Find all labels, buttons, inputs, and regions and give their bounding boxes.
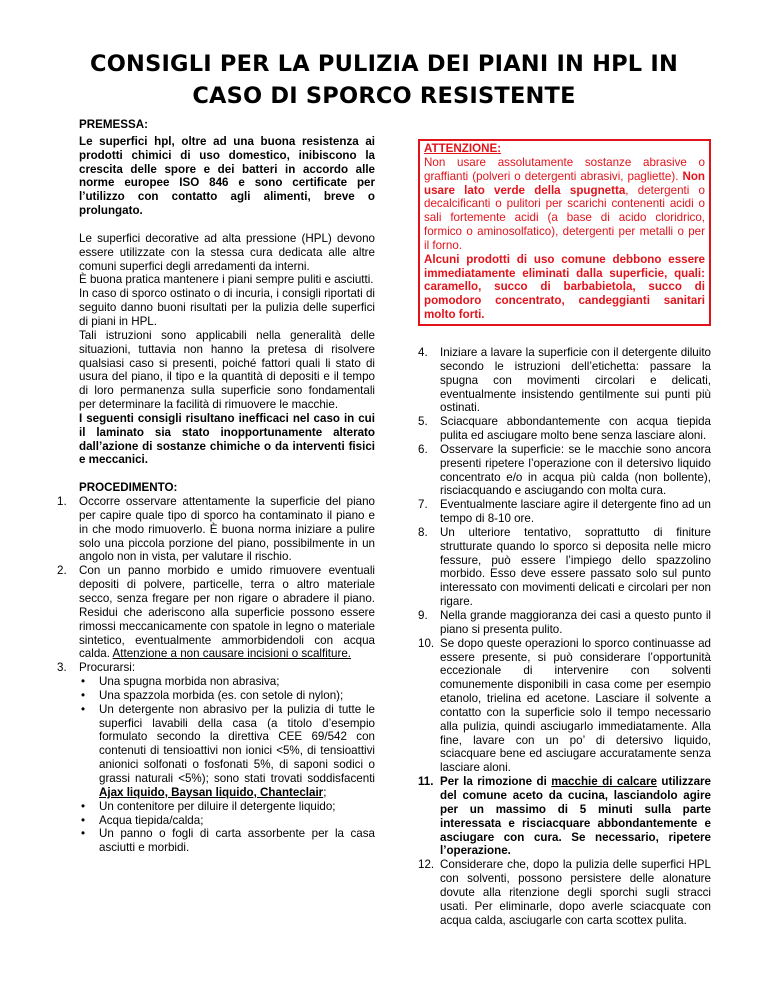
step-text: Eventualmente lasciare agire il detergente fino ad un tempo di 8-10 ore.: [440, 498, 711, 526]
page-title: [40, 48, 728, 112]
bullet: •: [81, 702, 86, 716]
step-caution: Attenzione a non causare incisioni o scalfiture.: [112, 647, 351, 661]
title-line-2: CASO DI SPORCO RESISTENTE: [192, 83, 576, 109]
steps-list-right: [418, 346, 711, 927]
step-text: Procurarsi:: [79, 661, 136, 675]
supply-text: Acqua tiepida/calda;: [99, 813, 204, 827]
step-number: 10.: [418, 636, 435, 650]
list-item: [79, 814, 375, 828]
step-emphasis: macchie di calcare: [551, 775, 657, 789]
bullet: •: [81, 827, 86, 841]
title-line-1: CONSIGLI PER LA PULIZIA DEI PIANI IN HPL IN: [90, 51, 678, 77]
step-text: Se dopo queste operazioni lo sporco continuasse ad essere presente, si può considerare l’opportunità eccezionale di intervenire con solventi comunemente disponibili in casa come per esempio etanolo, trielina ed acetone. Lasciare il solvente a contatto con la superficie solo il tempo necessario alla pulizia, quindi asciugarlo immediatamente. Alla fine, lavare con un po’ di detersivo liquido, sciacquare bene ed asciugare accuratamente senza lasciare aloni.: [440, 636, 711, 775]
step-number: 12.: [418, 858, 435, 872]
list-item: [418, 775, 711, 858]
list-item: [418, 415, 711, 443]
list-item: [57, 661, 375, 855]
right-column: [418, 139, 711, 927]
supply-text: Un contenitore per diluire il detergente liquido;: [99, 799, 336, 813]
supply-text: Un detergente non abrasivo per la pulizia di tutte le superfici lavabili della casa (a titolo d’esempio formulato secondo la direttiva CEE 69/542 con contenuti di tensioattivi non ionici <5%, di tensioattivi anionici solfonati o fosfonati 5%, di saponi sodici o grassi naturali <5%); sono stati trovati soddisfacenti: [99, 702, 375, 785]
step-text: Considerare che, dopo la pulizia delle superfici HPL con solventi, possono persistere delle alonature dovute alla ritenzione degli sporchi sugli stracci usati. Per eliminarle, dopo averle sciacquate con acqua calda, asciugarle con carta scottex pulita.: [440, 858, 711, 927]
list-item: [418, 636, 711, 775]
attenzione-text: Non usare assolutamente sostanze abrasive o graffianti (polveri o detergenti abrasivi, pagliette).: [424, 155, 705, 183]
list-item: [57, 495, 375, 564]
attenzione-text: , detergenti o decalcificanti o pulitori per scarichi contenenti acidi o sali fortemente acidi (a base di acido cloridrico, formico o aminosolfatico), detergenti per metalli o per il forno.: [424, 183, 706, 252]
step-text: Sciacquare abbondantemente con acqua tiepida pulita ed asciugare molto bene senza lasciare aloni.: [440, 415, 711, 443]
step-text: Iniziare a lavare la superficie con il detergente diluito secondo le istruzioni dell’etichetta: passare la spugna con movimenti circolari e delicati, eventualmente insistendo gentilmente sui punti più ostinati.: [440, 345, 711, 415]
premessa-paragraph: È buona pratica mantenere i piani sempre puliti e asciutti.: [79, 273, 374, 287]
list-item: [79, 675, 375, 689]
supplies-list: [79, 675, 375, 855]
step-number: 5.: [418, 415, 428, 429]
bullet: •: [81, 675, 86, 689]
bullet: •: [81, 688, 86, 702]
list-item: [79, 689, 375, 703]
attenzione-box: [418, 139, 711, 326]
attenzione-emphasis: Non usare lato verde della spugnetta: [424, 169, 705, 197]
step-number: 3.: [57, 661, 67, 675]
premessa-paragraph: Tali istruzioni sono applicabili nella generalità delle situazioni, tuttavia non hanno la pretesa di risolvere qualsiasi caso si presenti, poiché fattori quali li stato di usura del piano, il tipo e la quantità di depositi e il tempo di loro permanenza sulla superficie sono fondamentali per determinare la facilità di rimuovere le macchie.: [79, 328, 375, 412]
list-item: [418, 442, 711, 498]
premessa-warning: I seguenti consigli risultano inefficaci nel caso in cui il laminato sia stato inopportunamente alterato dall’azione di sostanze chimiche o da interventi fisici e meccanici.: [79, 411, 375, 467]
supply-text: Un panno o fogli di carta assorbente per la casa asciutti e morbidi.: [99, 827, 375, 855]
step-text: Occorre osservare attentamente la superficie del piano per capire quale tipo di sporco ha contaminato il piano e in che modo rimuoverlo. È buona norma iniziare a pulire solo una piccola porzione del piano, possibilmente in un angolo non in vista, per valutare il rischio.: [79, 495, 375, 564]
step-number: 1.: [57, 495, 67, 509]
premessa-heading: PREMESSA:: [79, 118, 148, 131]
brand-names: Ajax liquido, Baysan liquido, Chanteclair: [99, 785, 324, 799]
list-item: [418, 858, 711, 927]
premessa-paragraph: In caso di sporco ostinato o di incuria, i consigli riportati di seguito danno buoni risultati per la pulizia delle superfici di piani in HPL.: [79, 287, 375, 328]
list-item: [418, 498, 711, 526]
step-text: Per la rimozione di: [440, 775, 552, 789]
list-item: [418, 345, 711, 415]
attenzione-heading: ATTENZIONE:: [424, 142, 502, 155]
step-text: Un ulteriore tentativo, soprattutto di finiture strutturate quando lo sporco si deposita nelle micro fessure, può essere l’impiego dello spazzolino morbido. Esso deve essere passato solo sul punto interessato con movimenti delicati e circolari per non rigare.: [440, 525, 711, 609]
attenzione-critical: Alcuni prodotti di uso comune debbono essere immediatamente eliminati dalla superficie, quali: caramello, succo di barbabietola, succo di pomodoro concentrato, candeggianti sanitari molto forti.: [424, 252, 705, 322]
bullet: •: [81, 799, 86, 813]
supply-text-end: ;: [323, 785, 327, 799]
list-item: [418, 525, 711, 609]
supply-text: Una spugna morbida non abrasiva;: [99, 675, 280, 689]
list-item: [57, 564, 375, 661]
list-item: [418, 609, 711, 637]
list-item: [79, 703, 375, 800]
step-number: 8.: [418, 525, 428, 539]
bullet: •: [81, 813, 86, 827]
left-column: [57, 118, 375, 855]
step-text: utilizzare del comune aceto da cucina, lasciandolo agire per un massimo di 5 minuti sulla parte interessata e risciacquare abbondantemente e asciugare con cura. Se necessario, ripetere l’operazione.: [440, 775, 711, 858]
premessa-paragraph: Le superfici decorative ad alta pressione (HPL) devono essere utilizzate con la stessa cura dedicata alle altre comuni superfici degli arredamenti da interni.: [79, 231, 375, 273]
procedimento-heading: PROCEDIMENTO:: [79, 481, 178, 495]
step-text: Osservare la superficie: se le macchie sono ancora presenti ripetere l’operazione con il detersivo liquido concentrato e/o in acqua più calda (non bollente), risciacquando e asciugando con molta cura.: [440, 442, 711, 498]
list-item: [79, 800, 375, 814]
step-number: 4.: [418, 345, 428, 359]
step-number: 11.: [418, 775, 434, 789]
step-number: 7.: [418, 498, 428, 512]
step-number: 9.: [418, 609, 428, 622]
premessa-intro: Le superfici hpl, oltre ad una buona resistenza ai prodotti chimici di uso domestico, inibiscono la crescita delle spore e dei batteri in accordo alle norme europee ISO 846 e sono certificate per l’utilizzo con contatto agli alimenti, breve o prolungato.: [79, 134, 375, 218]
steps-list-left: [57, 495, 375, 855]
step-number: 6.: [418, 442, 428, 456]
step-text: Nella grande maggioranza dei casi a questo punto il piano si presenta pulito.: [440, 609, 711, 636]
step-text: Con un panno morbido e umido rimuovere eventuali depositi di polvere, particelle, terra o altro materiale secco, senza fregare per non rigare o abradere il piano. Residui che aderiscono alla superficie possono essere rimossi meccanicamente con spatole in legno o materiale sintetico, eventualmente ammorbidendoli con acqua calda.: [79, 564, 375, 661]
list-item: [79, 827, 375, 855]
step-number: 2.: [57, 564, 67, 578]
supply-text: Una spazzola morbida (es. con setole di nylon);: [99, 688, 344, 702]
